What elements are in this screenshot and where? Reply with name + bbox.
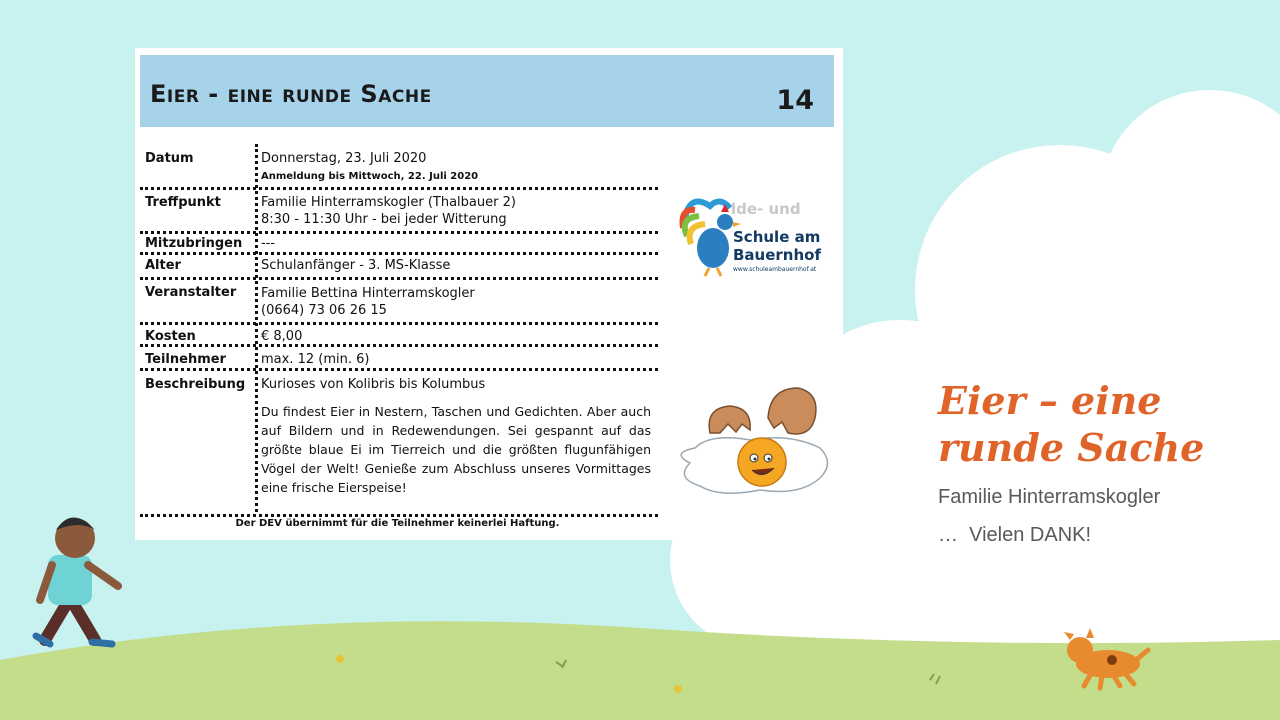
row-label-veranstalter: Veranstalter [145, 285, 237, 300]
veranstalter-value: Familie Bettina Hinterramskogler [261, 286, 475, 301]
logo-line-2: Bauernhof [733, 246, 821, 264]
column-divider [255, 144, 258, 512]
card-title: Eier - eine runde Sache [150, 80, 432, 108]
slide-title [938, 377, 1238, 471]
logo-main-text [733, 228, 821, 264]
row-separator [140, 368, 658, 371]
row-value-kosten: € 8,00 [261, 329, 303, 344]
slide-subtitle: Familie Hinterramskogler [938, 486, 1161, 508]
liability-note: Der DEV übernimmt für die Teilnehmer keinerlei Haftung. [235, 518, 560, 529]
treffpunkt-time: 8:30 - 11:30 Uhr - bei jeder Witterung [261, 212, 507, 227]
row-label-mitzubringen: Mitzubringen [145, 236, 243, 251]
row-separator [140, 187, 658, 190]
veranstalter-phone: (0664) 73 06 26 15 [261, 303, 387, 318]
row-value-mitzubringen: --- [261, 236, 276, 251]
datum-value: Donnerstag, 23. Juli 2020 [261, 151, 427, 166]
row-value-beschreibung: Kurioses von Kolibris bis Kolumbus [261, 377, 486, 392]
card-header [140, 55, 834, 127]
row-label-alter: Alter [145, 258, 181, 273]
row-value-teilnehmer: max. 12 (min. 6) [261, 352, 370, 367]
row-label-beschreibung: Beschreibung [145, 377, 246, 392]
program-card [135, 48, 843, 540]
row-label-teilnehmer: Teilnehmer [145, 352, 226, 367]
row-value-veranstalter [261, 285, 475, 319]
row-value-datum [261, 150, 478, 185]
cracked-egg-illustration [670, 378, 835, 503]
logo-line-1: Schule am [733, 228, 821, 246]
row-value-treffpunkt [261, 194, 516, 228]
row-separator [140, 322, 658, 325]
logo-top-text: lde- und [731, 200, 801, 218]
description-text: Du findest Eier in Nestern, Taschen und Gedichten. Aber auch auf Bildern und in Redewendungen. Sei gespannt auf das größte blaue Ei im Tierreich und die größten flugunfähigen Vögel der Welt! Genieße zum Abschluss unseres Vormittages eine frische Eierspeise! [261, 404, 651, 495]
slide-title-line-1: Eier – eine [938, 378, 1162, 423]
row-separator [140, 514, 658, 517]
datum-note: Anmeldung bis Mittwoch, 22. Juli 2020 [261, 171, 479, 182]
card-number: 14 [776, 85, 814, 116]
row-separator [140, 277, 658, 280]
logo-url: www.schuleambauernhof.at [733, 266, 817, 273]
row-value-alter: Schulanfänger - 3. MS-Klasse [261, 258, 451, 273]
thanks-text: … Vielen DANK! [938, 524, 1092, 546]
row-separator [140, 231, 658, 234]
school-farm-logo [675, 188, 825, 278]
row-label-treffpunkt: Treffpunkt [145, 195, 221, 210]
row-separator [140, 252, 658, 255]
slide-title-line-2: runde Sache [938, 425, 1205, 470]
treffpunkt-value: Familie Hinterramskogler (Thalbauer 2) [261, 195, 516, 210]
row-separator [140, 344, 658, 347]
row-label-datum: Datum [145, 151, 194, 166]
row-label-kosten: Kosten [145, 329, 196, 344]
